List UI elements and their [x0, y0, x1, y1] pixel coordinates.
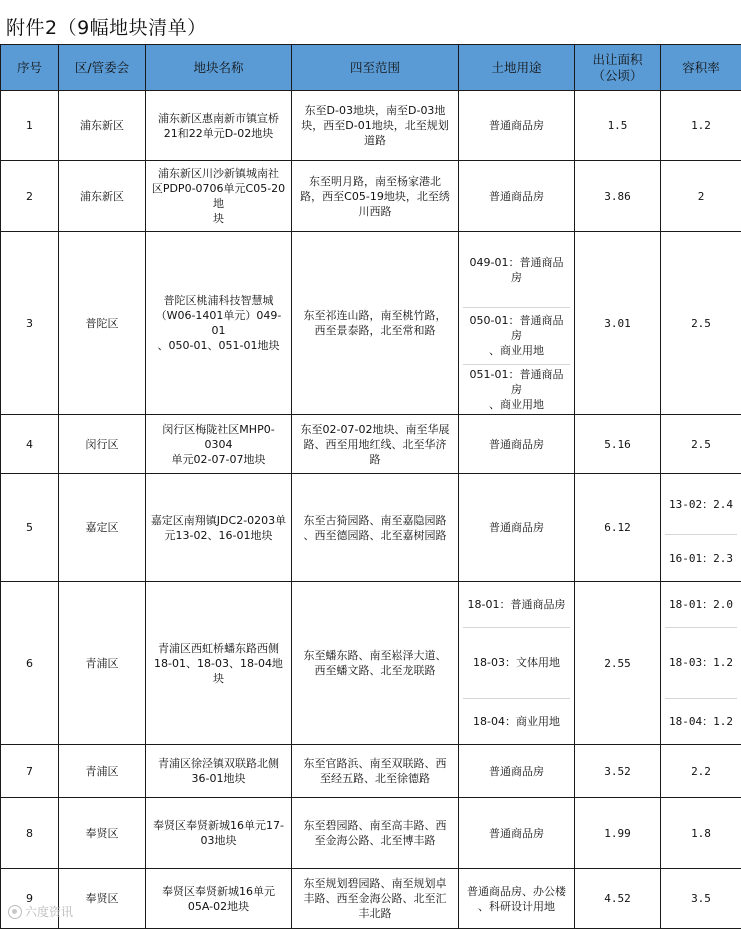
area-cell: 4.52: [575, 869, 661, 929]
row-number: 2: [1, 161, 59, 232]
boundary-cell: 东至明月路，南至杨家港北 路，西至C05-19地块，北至绣 川西路: [292, 161, 459, 232]
land-use-cell-part: 18-03：文体用地: [463, 627, 570, 698]
land-use-cell: [459, 232, 575, 415]
far-cell: [661, 582, 741, 745]
header-bounds: 四至范围: [292, 45, 459, 91]
district-cell: 浦东新区: [59, 91, 146, 161]
land-use-cell: 普通商品房: [459, 798, 575, 869]
row-number: 8: [1, 798, 59, 869]
land-plot-table: [0, 44, 741, 929]
plot-name-cell: 浦东新区川沙新镇城南社 区PDP0-0706单元C05-20地 块: [146, 161, 292, 232]
watermark-text: 六度资讯: [25, 905, 74, 919]
far-cell: 2.5: [661, 232, 741, 415]
table-row: [1, 745, 741, 798]
district-cell: 浦东新区: [59, 161, 146, 232]
plot-name-cell: 青浦区西虹桥蟠东路西侧 18-01、18-03、18-04地块: [146, 582, 292, 745]
boundary-cell: 东至古猗园路、南至嘉隐园路 、西至德园路、北至嘉树园路: [292, 474, 459, 582]
area-cell: 2.55: [575, 582, 661, 745]
area-cell: 3.86: [575, 161, 661, 232]
land-use-cell: 普通商品房: [459, 745, 575, 798]
far-cell: 1.8: [661, 798, 741, 869]
far-cell-part: 18-03：1.2: [665, 627, 737, 698]
district-cell: 青浦区: [59, 745, 146, 798]
header-far: 容积率: [661, 45, 741, 91]
document-title: 附件2（9幅地块清单）: [6, 17, 207, 39]
header-area: 出让面积 （公顷）: [575, 45, 661, 91]
land-use-cell: 普通商品房: [459, 474, 575, 582]
boundary-cell: 东至02-07-02地块、南至华展 路、西至用地红线、北至华济 路: [292, 415, 459, 474]
far-cell-part: 13-02：2.4: [669, 497, 733, 511]
district-cell: 奉贤区: [59, 869, 146, 929]
row-number: 5: [1, 474, 59, 582]
area-cell: 3.01: [575, 232, 661, 415]
far-cell: 2.5: [661, 415, 741, 474]
area-cell: 1.99: [575, 798, 661, 869]
land-use-cell: 普通商品房: [459, 91, 575, 161]
land-use-cell: 普通商品房、办公楼 、科研设计用地: [459, 869, 575, 929]
far-cell-part: 18-01：2.0: [669, 598, 733, 611]
land-use-cell-part: 049-01：普通商品房: [469, 255, 564, 284]
boundary-cell: 东至祁连山路，南至桃竹路， 西至景泰路，北至常和路: [292, 232, 459, 415]
land-use-cell: 普通商品房: [459, 415, 575, 474]
district-cell: 奉贤区: [59, 798, 146, 869]
logo-swirl-icon: [8, 905, 22, 919]
table-header-row: [1, 45, 741, 91]
boundary-cell: 东至蟠东路、南至崧泽大道、 西至蟠文路、北至龙联路: [292, 582, 459, 745]
boundary-cell: 东至官路浜、南至双联路、西 至经五路、北至徐德路: [292, 745, 459, 798]
table-row: [1, 582, 741, 745]
land-use-cell-part: 050-01：普通商品房 、商业用地: [463, 307, 570, 364]
land-use-cell-part: 18-04：商业用地: [463, 698, 570, 744]
row-number: 1: [1, 91, 59, 161]
boundary-cell: 东至D-03地块，南至D-03地 块，西至D-01地块，北至规划 道路: [292, 91, 459, 161]
district-cell: 青浦区: [59, 582, 146, 745]
area-cell: 6.12: [575, 474, 661, 582]
far-cell: 3.5: [661, 869, 741, 929]
boundary-cell: 东至碧园路、南至高丰路、西 至金海公路、北至博丰路: [292, 798, 459, 869]
plot-name-cell: 奉贤区奉贤新城16单元17- 03地块: [146, 798, 292, 869]
plot-name-cell: 奉贤区奉贤新城16单元 05A-02地块: [146, 869, 292, 929]
plot-name-cell: 青浦区徐泾镇双联路北侧 36-01地块: [146, 745, 292, 798]
plot-name-cell: 闵行区梅陇社区MHP0-0304 单元02-07-07地块: [146, 415, 292, 474]
table-row: [1, 91, 741, 161]
district-cell: 闵行区: [59, 415, 146, 474]
table-row: [1, 869, 741, 929]
table-row: [1, 232, 741, 415]
far-cell: 1.2: [661, 91, 741, 161]
watermark: [8, 903, 73, 920]
land-use-cell: [459, 582, 575, 745]
row-number: 6: [1, 582, 59, 745]
area-cell: 1.5: [575, 91, 661, 161]
header-district: 区/管委会: [59, 45, 146, 91]
far-cell: [661, 474, 741, 582]
area-cell: 3.52: [575, 745, 661, 798]
table-row: [1, 415, 741, 474]
district-cell: 嘉定区: [59, 474, 146, 582]
plot-name-cell: 普陀区桃浦科技智慧城 （W06-1401单元）049-01 、050-01、051-01地块: [146, 232, 292, 415]
table-row: [1, 474, 741, 582]
district-cell: 普陀区: [59, 232, 146, 415]
far-cell-part: 16-01：2.3: [665, 534, 737, 581]
boundary-cell: 东至规划碧园路、南至规划卓 丰路、西至金海公路、北至汇 丰北路: [292, 869, 459, 929]
row-number: 9: [1, 869, 59, 929]
land-use-cell-part: 051-01：普通商品房 、商业用地: [463, 364, 570, 414]
row-number: 4: [1, 415, 59, 474]
area-cell: 5.16: [575, 415, 661, 474]
far-cell-part: 18-04：1.2: [665, 698, 737, 744]
plot-name-cell: 嘉定区南翔镇JDC2-0203单 元13-02、16-01地块: [146, 474, 292, 582]
table-row: [1, 798, 741, 869]
row-number: 7: [1, 745, 59, 798]
far-cell: 2: [661, 161, 741, 232]
table-row: [1, 161, 741, 232]
far-cell: 2.2: [661, 745, 741, 798]
header-use: 土地用途: [459, 45, 575, 91]
header-name: 地块名称: [146, 45, 292, 91]
land-use-cell: 普通商品房: [459, 161, 575, 232]
header-no: 序号: [1, 45, 59, 91]
plot-name-cell: 浦东新区惠南新市镇宣桥 21和22单元D-02地块: [146, 91, 292, 161]
row-number: 3: [1, 232, 59, 415]
land-use-cell-part: 18-01：普通商品房: [467, 598, 566, 611]
